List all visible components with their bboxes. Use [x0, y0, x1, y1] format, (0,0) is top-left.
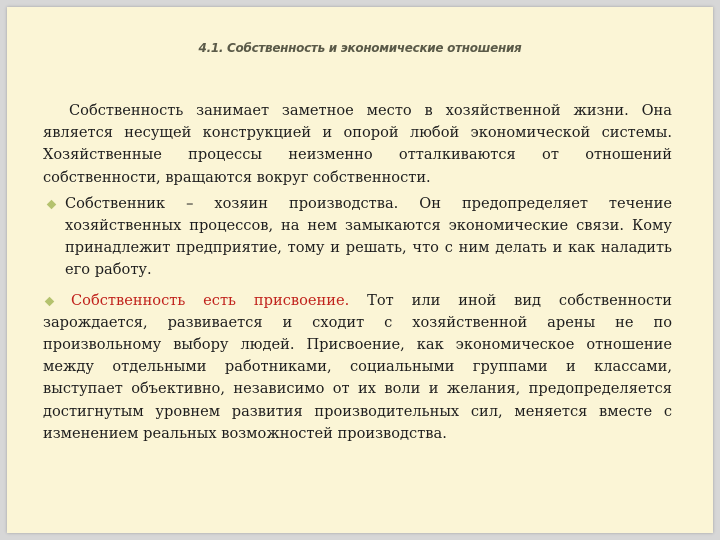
slide-body [43, 100, 672, 445]
highlighted-definition: Собственность есть присвоение. [71, 291, 350, 309]
diamond-bullet-icon [47, 200, 57, 210]
bullet-item-owner [43, 193, 672, 282]
bullet-item-appropriation [43, 290, 672, 445]
diamond-bullet-icon [45, 296, 55, 306]
bullet-item-appropriation-text: Тот или иной вид собственности зарождается, развивается и сходит с хозяйственной арены не по произвольному выбору людей. Присвоение, как экономическое отношение между отдельными работниками, социальными группами и классами, выступает объективно, независимо от их воли и желания, предопределяется достигнутым уровнем развития производительных сил, меняется вместе с изменением реальных возможностей производства. [43, 291, 672, 442]
intro-paragraph: Собственность занимает заметное место в хозяйственной жизни. Она является несущей конструкцией и опорой любой экономической системы. Хозяйственные процессы неизменно отталкиваются от отношений собственности, вращаются вокруг собственности. [43, 102, 672, 186]
bullet-item-owner-text: Собственник – хозяин производства. Он предопределяет течение хозяйственных процессов, на нем замыкаются экономические связи. Кому принадлежит предприятие, тому и решать, что с ним делать и как наладить его работу. [65, 194, 672, 279]
slide-title: 4.1. Собственность и экономические отношения [198, 41, 522, 55]
